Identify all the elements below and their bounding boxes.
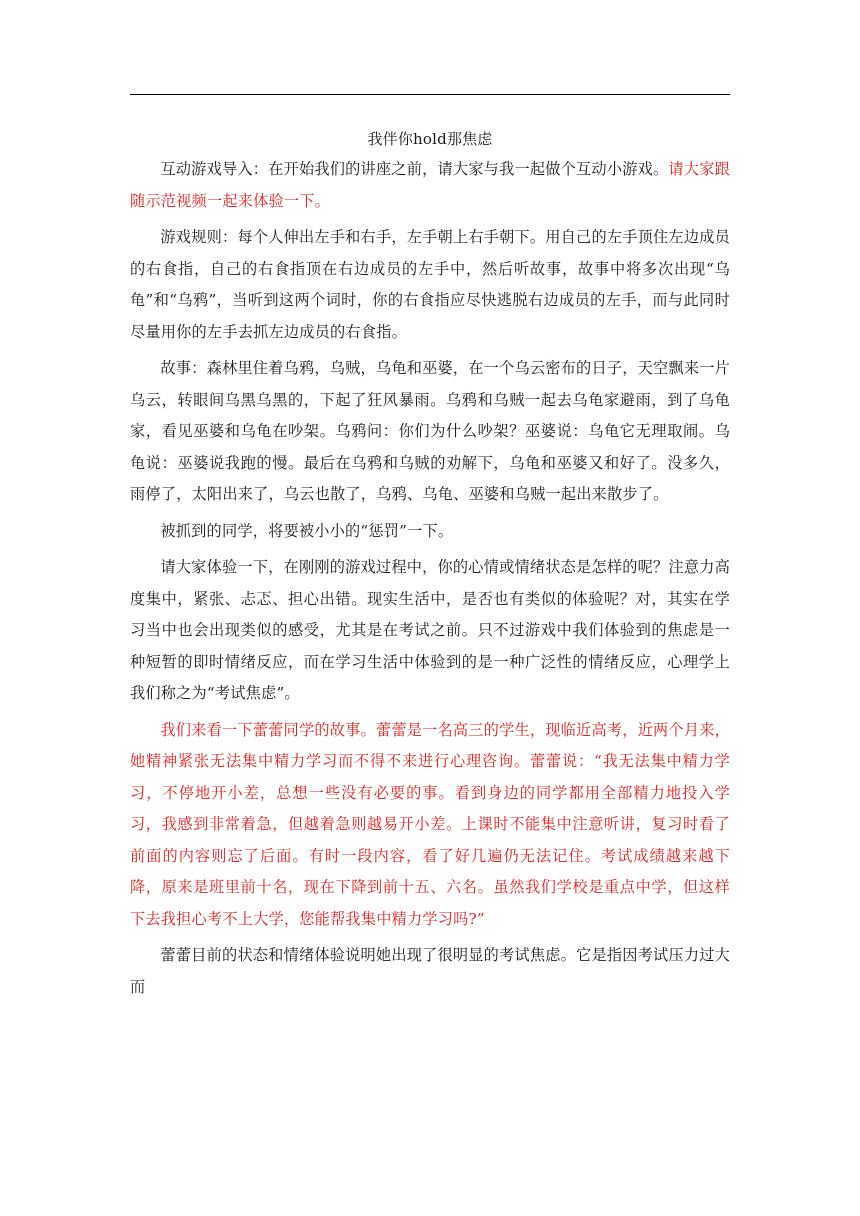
paragraph-rules: 游戏规则：每个人伸出左手和右手，左手朝上右手朝下。用自己的左手顶住左边成员的右食指，自己的右食指顶在右边成员的左手中，然后听故事，故事中将多次出现“乌龟”和“乌鸦”，当听到这两个词时，你的右食指应尽快逃脱右边成员的左手，而与此同时尽量用你的左手去抓左边成员的右食指。 bbox=[130, 228, 730, 341]
paragraph-intro bbox=[130, 154, 730, 217]
paragraph-reflection: 请大家体验一下，在刚刚的游戏过程中，你的心情或情绪状态是怎样的呢？注意力高度集中，紧张、忐忑、担心出错。现实生活中，是否也有类似的体验呢？对，其实在学习当中也会出现类似的感受，尤其是在考试之前。只不过游戏中我们体验到的焦虑是一种短暂的即时情绪反应，而在学习生活中体验到的是一种广泛性的情绪反应，心理学上我们称之为“考试焦虑”。 bbox=[130, 558, 730, 702]
document-title: 我伴你hold那焦虑 bbox=[367, 130, 493, 148]
intro-text: 互动游戏导入：在开始我们的讲座之前，请大家与我一起做个互动小游戏。 bbox=[160, 160, 669, 178]
paragraph-story: 故事：森林里住着乌鸦，乌贼，乌龟和巫婆，在一个乌云密布的日子，天空飘来一片乌云，转眼间乌黑乌黑的，下起了狂风暴雨。乌鸦和乌贼一起去乌龟家避雨，到了乌龟家，看见巫婆和乌龟在吵架。乌鸦问：你们为什么吵架？巫婆说：乌龟它无理取闹。乌龟说：巫婆说我跑的慢。最后在乌鸦和乌贼的劝解下，乌龟和巫婆又和好了。没多久，雨停了，太阳出来了，乌云也散了，乌鸦、乌龟、巫婆和乌贼一起出来散步了。 bbox=[130, 359, 730, 503]
paragraph-penalty: 被抓到的同学，将要被小小的“惩罚”一下。 bbox=[160, 521, 454, 540]
intro-highlight: 请大家跟随示范视频一起来体验一下。 bbox=[130, 160, 730, 210]
paragraph-case-study: 我们来看一下蕾蕾同学的故事。蕾蕾是一名高三的学生，现临近高考，近两个月来，她精神紧张无法集中精力学习而不得不来进行心理咨询。蕾蕾说：“我无法集中精力学习，不停地开小差，总想一些没有必要的事。看到身边的同学都用全部精力地投入学习，我感到非常着急，但越着急则越易开小差。上课时不能集中注意听讲，复习时看了前面的内容则忘了后面。有时一段内容，看了好几遍仍无法记住。考试成绩越来越下降，原来是班里前十名，现在下降到前十五、六名。虽然我们学校是重点中学，但这样下去我担心考不上大学，您能帮我集中精力学习吗?” bbox=[130, 720, 730, 928]
header-rule bbox=[130, 94, 730, 95]
paragraph-analysis: 蕾蕾目前的状态和情绪体验说明她出现了很明显的考试焦虑。它是指因考试压力过大而 bbox=[130, 946, 730, 996]
document-body bbox=[130, 124, 730, 1008]
